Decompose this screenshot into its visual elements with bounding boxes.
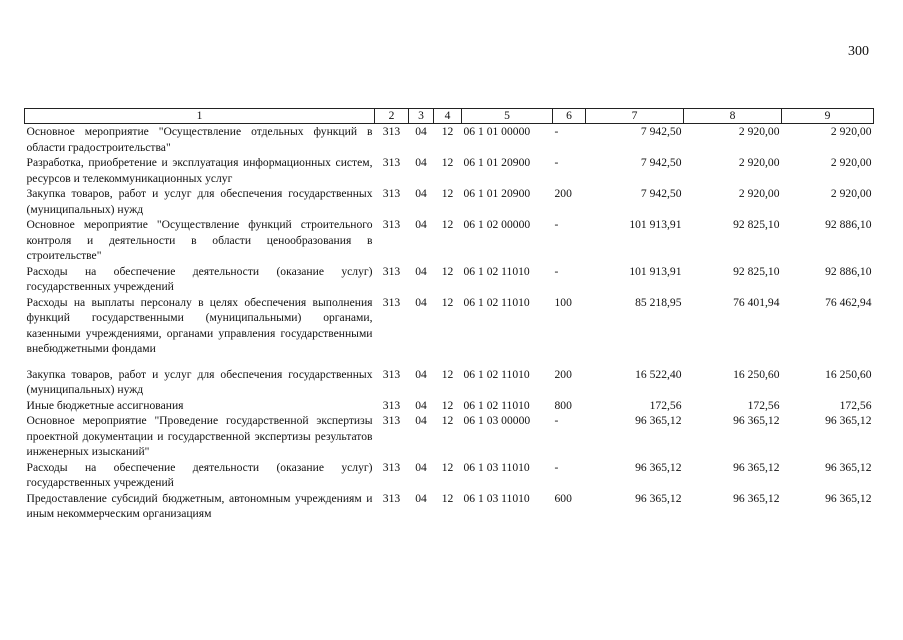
row-expense-type: - (554, 125, 559, 138)
column-header-5: 5 (462, 109, 553, 124)
row-name: Основное мероприятие "Проведение государственной экспертизы проектной документации и государственной экспертизы результатов инженерных изысканий" (26, 414, 373, 458)
row-expense-type: - (554, 218, 559, 231)
row-name: Закупка товаров, работ и услуг для обеспечения государственных (муниципальных) нужд (26, 187, 373, 216)
row-amount-8: 172,56 (747, 398, 780, 412)
row-amount-9: 92 886,10 (825, 218, 872, 231)
column-header-3: 3 (409, 109, 434, 124)
row-amount-9: 96 365,12 (825, 460, 872, 474)
row-section: 04 (415, 125, 427, 138)
row-subsection: 12 (441, 218, 454, 231)
row-subsection: 12 (441, 398, 454, 412)
row-subsection: 12 (441, 491, 454, 505)
row-amount-8: 92 825,10 (733, 264, 780, 278)
row-expense-type: 100 (554, 295, 572, 309)
row-name: Расходы на выплаты персоналу в целях обеспечения выполнения функций государственными (муниципальными) органами, казенными учреждениями, органами управления государственными внебюджетными фондами (26, 295, 373, 355)
row-subsection: 12 (441, 156, 454, 169)
row-section: 04 (415, 295, 427, 309)
row-amount-8: 96 365,12 (733, 414, 780, 427)
row-amount-7: 7 942,50 (640, 156, 682, 169)
row-section: 04 (415, 156, 427, 169)
row-amount-9: 2 920,00 (830, 125, 872, 138)
column-header-4: 4 (434, 109, 462, 124)
row-section: 04 (415, 187, 427, 200)
row-amount-9: 96 365,12 (825, 491, 872, 505)
row-grbs: 313 (382, 398, 401, 412)
row-grbs: 313 (382, 125, 401, 138)
row-amount-8: 96 365,12 (733, 460, 780, 474)
row-grbs: 313 (382, 414, 401, 427)
row-subsection: 12 (441, 414, 454, 427)
row-grbs: 313 (382, 218, 401, 231)
table-row (25, 367, 874, 398)
row-target-article: 06 1 01 20900 (463, 187, 531, 200)
table-row (25, 398, 874, 414)
row-grbs: 313 (382, 367, 401, 381)
row-target-article: 06 1 02 00000 (463, 218, 531, 231)
row-amount-7: 96 365,12 (635, 491, 682, 505)
row-amount-9: 172,56 (839, 398, 872, 412)
row-amount-7: 85 218,95 (635, 295, 682, 309)
table-row (25, 413, 874, 460)
row-target-article: 06 1 01 20900 (463, 156, 531, 169)
row-name: Закупка товаров, работ и услуг для обеспечения государственных (муниципальных) нужд (26, 367, 373, 396)
column-header-6: 6 (553, 109, 586, 124)
row-name: Расходы на обеспечение деятельности (оказание услуг) государственных учреждений (26, 460, 373, 489)
row-section: 04 (415, 367, 427, 381)
table-row (25, 155, 874, 186)
row-target-article: 06 1 02 11010 (463, 367, 530, 381)
row-target-article: 06 1 03 11010 (463, 460, 530, 474)
table-row (25, 491, 874, 522)
budget-table (24, 108, 874, 522)
row-amount-7: 96 365,12 (635, 414, 682, 427)
row-target-article: 06 1 03 00000 (463, 414, 531, 427)
table-row (25, 186, 874, 217)
row-name: Разработка, приобретение и эксплуатация информационных систем, ресурсов и телекоммуникационных услуг (26, 156, 373, 185)
row-amount-7: 7 942,50 (640, 187, 682, 200)
table-row (25, 264, 874, 295)
row-target-article: 06 1 02 11010 (463, 295, 530, 309)
column-header-8: 8 (684, 109, 782, 124)
row-amount-8: 76 401,94 (733, 295, 780, 309)
row-grbs: 313 (382, 264, 401, 278)
row-grbs: 313 (382, 187, 401, 200)
row-amount-8: 2 920,00 (738, 125, 780, 138)
column-header-2: 2 (375, 109, 409, 124)
row-section: 04 (415, 398, 427, 412)
row-amount-7: 16 522,40 (635, 367, 682, 381)
row-amount-9: 16 250,60 (825, 367, 872, 381)
row-target-article: 06 1 02 11010 (463, 398, 530, 412)
row-grbs: 313 (382, 491, 401, 505)
row-target-article: 06 1 01 00000 (463, 125, 531, 138)
row-amount-8: 92 825,10 (733, 218, 780, 231)
header-row (25, 109, 874, 124)
row-subsection: 12 (441, 460, 454, 474)
row-expense-type: - (554, 264, 559, 278)
row-subsection: 12 (441, 367, 454, 381)
row-section: 04 (415, 218, 427, 231)
row-target-article: 06 1 03 11010 (463, 491, 530, 505)
row-section: 04 (415, 264, 427, 278)
row-expense-type: 600 (554, 491, 572, 505)
row-name: Основное мероприятие "Осуществление функций строительного контроля и деятельности в области ценообразования в строительстве" (26, 218, 373, 262)
page-number: 300 (848, 44, 869, 59)
row-amount-9: 2 920,00 (830, 187, 872, 200)
row-expense-type: - (554, 460, 559, 474)
row-subsection: 12 (441, 125, 454, 138)
row-section: 04 (415, 414, 427, 427)
row-section: 04 (415, 460, 427, 474)
column-header-9: 9 (782, 109, 874, 124)
row-section: 04 (415, 491, 427, 505)
row-grbs: 313 (382, 156, 401, 169)
row-expense-type: 200 (554, 187, 572, 200)
row-amount-9: 92 886,10 (825, 264, 872, 278)
column-header-7: 7 (586, 109, 684, 124)
row-grbs: 313 (382, 295, 401, 309)
row-subsection: 12 (441, 187, 454, 200)
row-grbs: 313 (382, 460, 401, 474)
row-amount-7: 101 913,91 (629, 218, 682, 231)
row-amount-7: 96 365,12 (635, 460, 682, 474)
row-subsection: 12 (441, 264, 454, 278)
table-row (25, 460, 874, 491)
row-amount-9: 2 920,00 (830, 156, 872, 169)
row-name: Предоставление субсидий бюджетным, автономным учреждениям и иным некоммерческим организациям (26, 491, 373, 520)
row-amount-8: 2 920,00 (738, 156, 780, 169)
row-expense-type: 800 (554, 398, 572, 412)
row-subsection: 12 (441, 295, 454, 309)
row-name: Иные бюджетные ассигнования (26, 398, 184, 412)
row-amount-8: 96 365,12 (733, 491, 780, 505)
row-amount-9: 76 462,94 (825, 295, 872, 309)
row-amount-8: 2 920,00 (738, 187, 780, 200)
row-amount-7: 7 942,50 (640, 125, 682, 138)
row-amount-9: 96 365,12 (825, 414, 872, 427)
row-name: Основное мероприятие "Осуществление отдельных функций в области градостроительства" (26, 125, 373, 154)
table-row (25, 295, 874, 367)
row-amount-7: 172,56 (649, 398, 682, 412)
row-expense-type: 200 (554, 367, 572, 381)
row-name: Расходы на обеспечение деятельности (оказание услуг) государственных учреждений (26, 264, 373, 293)
row-expense-type: - (554, 156, 559, 169)
column-header-1: 1 (25, 109, 375, 124)
row-expense-type: - (554, 414, 559, 427)
row-amount-7: 101 913,91 (629, 264, 682, 278)
row-target-article: 06 1 02 11010 (463, 264, 530, 278)
table-row (25, 124, 874, 156)
row-amount-8: 16 250,60 (733, 367, 780, 381)
table-row (25, 217, 874, 264)
